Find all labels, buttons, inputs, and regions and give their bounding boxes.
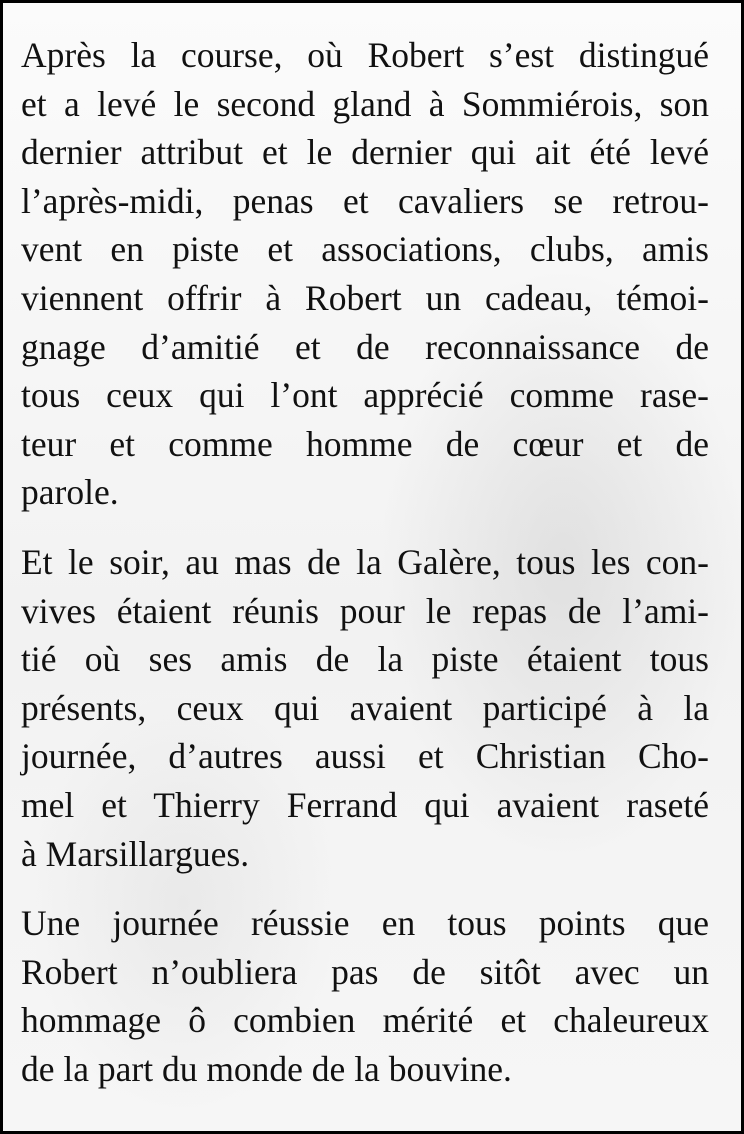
text-line: présents, ceux qui avaient participé à la xyxy=(21,687,709,728)
paragraph-1 xyxy=(21,31,709,517)
text-line: vent en piste et associations, clubs, amis xyxy=(21,229,709,270)
text-line: tous ceux qui l’ont apprécié comme rase- xyxy=(21,375,709,416)
text-line: tié où ses amis de la piste étaient tous xyxy=(21,639,709,680)
paragraph-2 xyxy=(21,538,709,878)
text-line: et a levé le second gland à Sommiérois, son xyxy=(21,83,709,124)
text-line: journée, d’autres aussi et Christian Cho- xyxy=(21,736,709,777)
text-line: mel et Thierry Ferrand qui avaient raseté xyxy=(21,784,709,825)
text-line: Après la course, où Robert s’est distingué xyxy=(21,35,709,75)
text-line: à Marsillargues. xyxy=(21,833,250,874)
text-line: dernier attribut et le dernier qui ait été levé xyxy=(21,132,709,173)
text-line: l’après-midi, penas et cavaliers se retrou- xyxy=(21,180,709,221)
text-line: Une journée réussie en tous points que xyxy=(21,903,709,943)
text-line: viennent offrir à Robert un cadeau, témoi- xyxy=(21,277,709,318)
text-line: gnage d’amitié et de reconnaissance de xyxy=(21,326,709,367)
text-line: vives étaient réunis pour le repas de l’ami- xyxy=(21,590,709,631)
text-line: parole. xyxy=(21,472,119,513)
text-line: Robert n’oubliera pas de sitôt avec un xyxy=(21,951,709,992)
paragraph-3 xyxy=(21,899,709,1093)
text-line: hommage ô combien mérité et chaleureux xyxy=(21,1000,709,1041)
text-line: Et le soir, au mas de la Galère, tous les con- xyxy=(21,542,709,582)
text-line: teur et comme homme de cœur et de xyxy=(21,423,709,464)
text-line: de la part du monde de la bouvine. xyxy=(21,1048,512,1089)
